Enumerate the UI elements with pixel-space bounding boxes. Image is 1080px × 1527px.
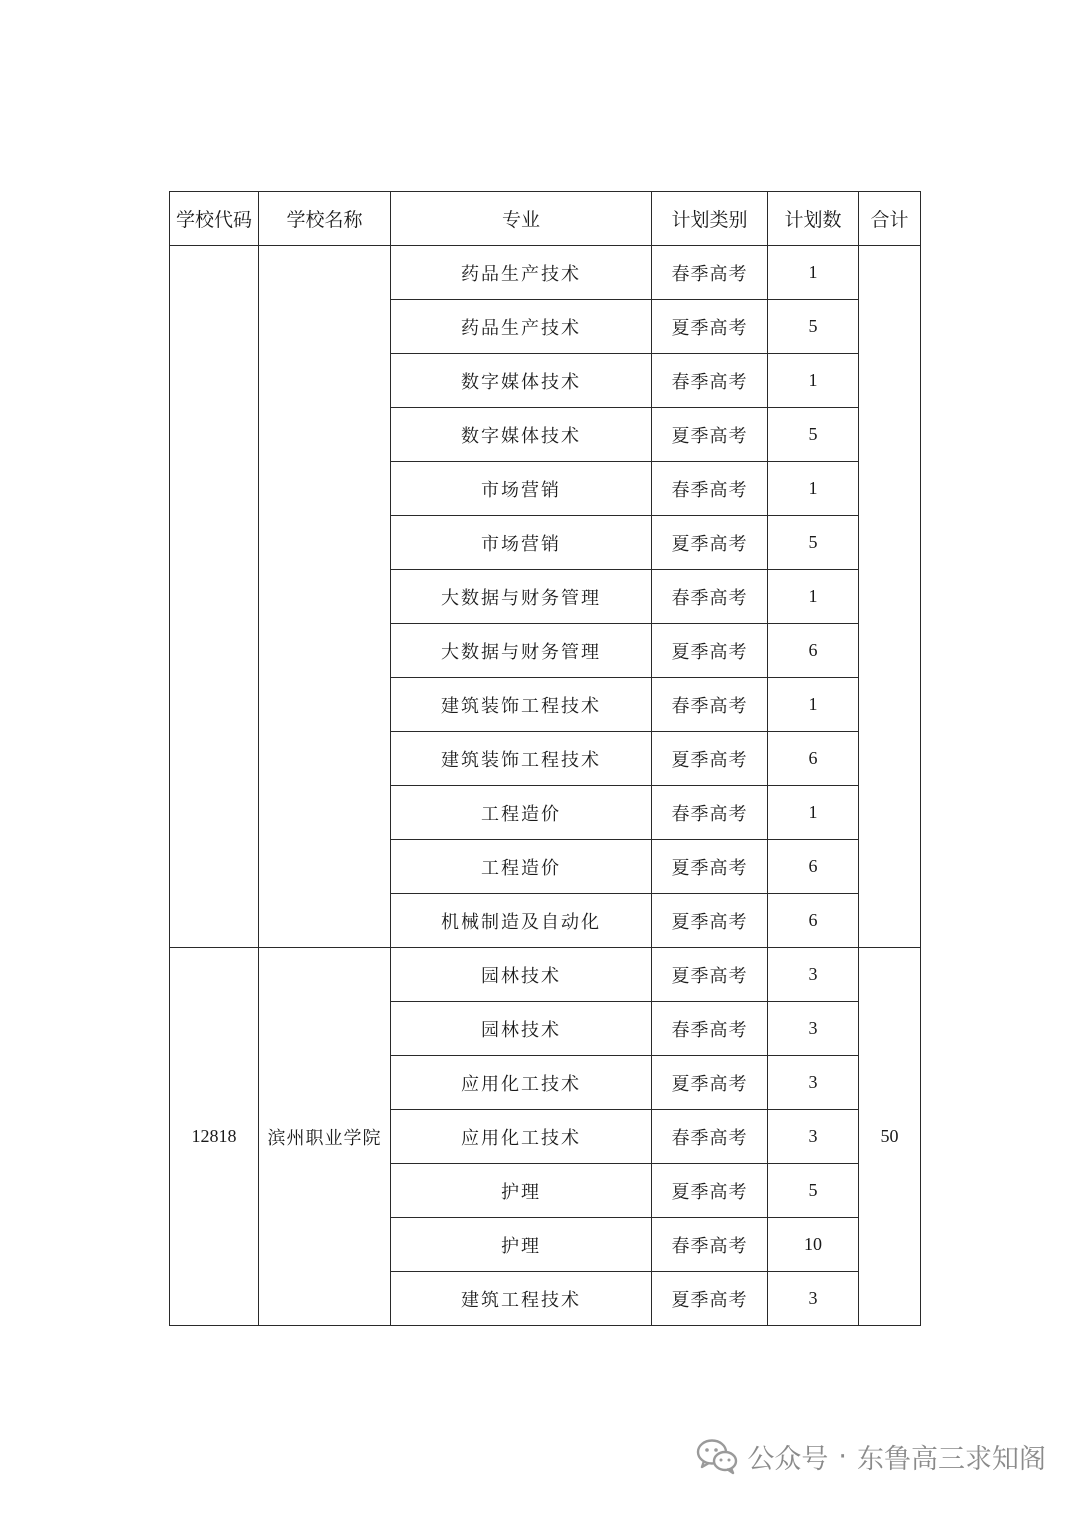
- major-cell: 机械制造及自动化: [391, 894, 652, 948]
- header-school-code: 学校代码: [170, 192, 259, 246]
- plan-type-cell: 夏季高考: [652, 300, 768, 354]
- major-cell: 药品生产技术: [391, 300, 652, 354]
- plan-count-cell: 6: [768, 894, 859, 948]
- major-cell: 园林技术: [391, 948, 652, 1002]
- plan-count-cell: 3: [768, 1056, 859, 1110]
- major-cell: 大数据与财务管理: [391, 570, 652, 624]
- plan-type-cell: 夏季高考: [652, 624, 768, 678]
- plan-type-cell: 春季高考: [652, 1002, 768, 1056]
- group1-total-cell: [859, 246, 921, 948]
- major-cell: 药品生产技术: [391, 246, 652, 300]
- plan-type-cell: 夏季高考: [652, 408, 768, 462]
- header-major: 专业: [391, 192, 652, 246]
- plan-type-cell: 春季高考: [652, 570, 768, 624]
- wechat-watermark: [695, 1434, 1046, 1478]
- major-cell: 护理: [391, 1164, 652, 1218]
- plan-count-cell: 6: [768, 840, 859, 894]
- table-row: [170, 948, 921, 1002]
- plan-type-cell: 春季高考: [652, 786, 768, 840]
- watermark-account: 东鲁高三求知阁: [857, 1443, 1046, 1475]
- major-cell: 工程造价: [391, 786, 652, 840]
- plan-count-cell: 10: [768, 1218, 859, 1272]
- group1-school-code-cell: [170, 246, 259, 948]
- plan-type-cell: 夏季高考: [652, 1056, 768, 1110]
- plan-count-cell: 6: [768, 732, 859, 786]
- watermark-separator: ·: [838, 1440, 847, 1472]
- major-cell: 建筑装饰工程技术: [391, 678, 652, 732]
- plan-count-cell: 6: [768, 624, 859, 678]
- plan-count-cell: 1: [768, 246, 859, 300]
- plan-count-cell: 3: [768, 948, 859, 1002]
- plan-type-cell: 春季高考: [652, 462, 768, 516]
- plan-type-cell: 夏季高考: [652, 894, 768, 948]
- plan-count-cell: 1: [768, 678, 859, 732]
- major-cell: 市场营销: [391, 462, 652, 516]
- total-cell: 50: [859, 948, 921, 1326]
- header-school-name: 学校名称: [259, 192, 391, 246]
- major-cell: 数字媒体技术: [391, 408, 652, 462]
- plan-type-cell: 夏季高考: [652, 516, 768, 570]
- table-row: [170, 246, 921, 300]
- header-row: [170, 192, 921, 246]
- plan-count-cell: 3: [768, 1110, 859, 1164]
- plan-count-cell: 3: [768, 1272, 859, 1326]
- plan-count-cell: 1: [768, 354, 859, 408]
- plan-type-cell: 春季高考: [652, 354, 768, 408]
- enrollment-plan-table: [169, 191, 921, 1326]
- plan-type-cell: 夏季高考: [652, 732, 768, 786]
- plan-count-cell: 1: [768, 462, 859, 516]
- major-cell: 建筑工程技术: [391, 1272, 652, 1326]
- major-cell: 护理: [391, 1218, 652, 1272]
- plan-count-cell: 5: [768, 516, 859, 570]
- plan-type-cell: 夏季高考: [652, 1272, 768, 1326]
- major-cell: 建筑装饰工程技术: [391, 732, 652, 786]
- header-plan-type: 计划类别: [652, 192, 768, 246]
- group1-school-name-cell: [259, 246, 391, 948]
- plan-count-cell: 3: [768, 1002, 859, 1056]
- major-cell: 数字媒体技术: [391, 354, 652, 408]
- plan-count-cell: 5: [768, 408, 859, 462]
- header-plan-count: 计划数: [768, 192, 859, 246]
- plan-type-cell: 春季高考: [652, 246, 768, 300]
- school-code-cell: 12818: [170, 948, 259, 1326]
- major-cell: 应用化工技术: [391, 1056, 652, 1110]
- plan-type-cell: 春季高考: [652, 678, 768, 732]
- plan-count-cell: 5: [768, 300, 859, 354]
- wechat-icon: [695, 1436, 739, 1476]
- plan-type-cell: 夏季高考: [652, 1164, 768, 1218]
- major-cell: 园林技术: [391, 1002, 652, 1056]
- major-cell: 应用化工技术: [391, 1110, 652, 1164]
- plan-type-cell: 春季高考: [652, 1218, 768, 1272]
- school-name-cell: 滨州职业学院: [259, 948, 391, 1326]
- header-total: 合计: [859, 192, 921, 246]
- plan-type-cell: 春季高考: [652, 1110, 768, 1164]
- watermark-prefix: 公众号: [747, 1443, 829, 1475]
- plan-type-cell: 夏季高考: [652, 840, 768, 894]
- major-cell: 大数据与财务管理: [391, 624, 652, 678]
- major-cell: 市场营销: [391, 516, 652, 570]
- plan-count-cell: 1: [768, 570, 859, 624]
- major-cell: 工程造价: [391, 840, 652, 894]
- plan-count-cell: 1: [768, 786, 859, 840]
- plan-count-cell: 5: [768, 1164, 859, 1218]
- plan-type-cell: 夏季高考: [652, 948, 768, 1002]
